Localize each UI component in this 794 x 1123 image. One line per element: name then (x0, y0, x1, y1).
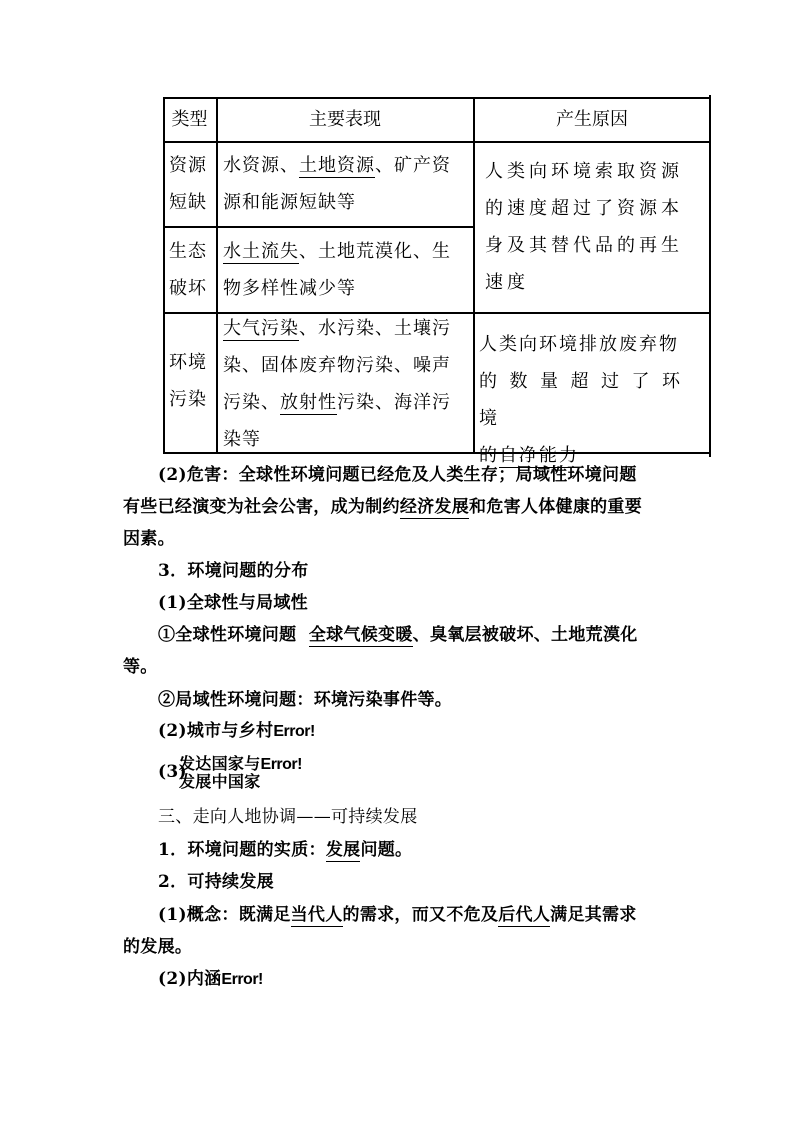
section3-1: (1)全球性与局域性 (158, 593, 308, 613)
row3-manifest-line3 (223, 384, 451, 421)
row3-manifestation (223, 310, 451, 458)
concept-text-b: 的需求，而又不危及 (342, 905, 499, 925)
row3-type-line1: 环境 (169, 352, 207, 373)
table-border-left (163, 97, 165, 453)
header-type: 类型 (171, 109, 208, 130)
concept-line2: 的发展。 (123, 937, 193, 957)
local-problems: ②局域性环境问题：环境污染事件等。 (158, 690, 453, 710)
table-divider-col2 (473, 97, 475, 453)
harm-line2 (123, 497, 642, 517)
underlined-radioactive: 放射性 (280, 392, 337, 413)
global-text-b: 、臭氧层被破坏、土地荒漠化 (412, 625, 638, 645)
urban-rural-label: (2)城市与乡村 (158, 721, 274, 741)
margin-dashed-line (709, 95, 711, 457)
table-divider-header (163, 141, 711, 143)
harm-line1: (2)危害：全球性环境问题已经危及人类生存；局域性环境问题 (158, 465, 637, 485)
underlined-land-resources: 土地资源 (299, 155, 375, 176)
developing-label: 发展中国家 (179, 772, 261, 791)
connotation (158, 969, 263, 990)
cause-pollution (479, 326, 711, 474)
row1-type (169, 147, 207, 221)
underlined-self-purification: 自净能力 (499, 445, 579, 466)
part3-title: 三、走向人地协调——可持续发展 (158, 807, 418, 827)
row3-type-line2: 污染 (169, 389, 207, 410)
global-text-a: ①全球性环境问题 (158, 625, 309, 645)
item-3-label: (3) (158, 762, 187, 782)
header-cause: 产生原因 (556, 109, 628, 130)
row2-text-a: 、土地荒漠化、生 (299, 241, 451, 262)
underlined-air-pollution: 大气污染 (223, 318, 299, 339)
row2-type-line2: 破坏 (169, 278, 207, 299)
row2-type-line1: 生态 (169, 241, 207, 262)
connotation-label: (2)内涵 (158, 969, 222, 989)
underlined-global-warming: 全球气候变暖 (308, 625, 413, 645)
row2-manifest-line2: 物多样性减少等 (223, 278, 356, 299)
cause-upper-line2: 的速度超过了资源本 (485, 198, 683, 219)
point1 (158, 840, 412, 860)
row3-text-a: 、水污染、土壤污 (299, 318, 451, 339)
developed-text: 发达国家与 (179, 754, 261, 773)
table-divider-col1 (216, 97, 218, 453)
harm-text-b: 和危害人体健康的重要 (469, 497, 643, 517)
concept-text-a: (1)概念：既满足 (158, 905, 291, 925)
concept-text-c: 满足其需求 (550, 905, 637, 925)
concept-line1 (158, 905, 637, 925)
row1-manifestation (223, 147, 451, 221)
row3-text-b: 污染、 (223, 392, 280, 413)
table-divider-row1 (163, 226, 474, 228)
error-placeholder: Error! (260, 756, 302, 773)
cause-upper-line1: 人类向环境索取资源 (485, 161, 683, 182)
underlined-soil-erosion: 水土流失 (223, 241, 299, 262)
row3-manifest-line2: 染、固体废弃物污染、噪声 (223, 355, 451, 376)
row1-manifest-line1 (223, 147, 451, 184)
environment-problems-table (163, 97, 711, 466)
row2-manifest-line1 (223, 233, 451, 270)
row1-type-line1: 资源 (169, 155, 207, 176)
global-problems-line2: 等。 (123, 657, 158, 677)
row3-type (169, 344, 207, 418)
row3-manifest-line1 (223, 310, 451, 347)
section3-title: 3．环境问题的分布 (158, 561, 309, 581)
global-problems-line1 (158, 625, 638, 645)
underlined-economic-development: 经济发展 (399, 497, 470, 517)
header-manifestation: 主要表现 (309, 109, 381, 130)
underlined-current-generation: 当代人 (290, 905, 343, 925)
cause-upper-line3: 身及其替代品的再生 (485, 235, 683, 256)
cause-resource-ecology (485, 153, 683, 301)
harm-line3: 因素。 (123, 529, 175, 549)
error-placeholder: Error! (221, 971, 263, 988)
cause-lower-text: 的 (479, 445, 499, 466)
urban-rural (158, 721, 315, 742)
row2-type (169, 233, 207, 307)
row3-text-c: 污染、海洋污 (337, 392, 451, 413)
underlined-future-generation: 后代人 (498, 905, 551, 925)
row1-text-a: 水资源、 (223, 155, 299, 176)
point1-text-b: 问题。 (360, 840, 413, 860)
harm-text-a: 有些已经演变为社会公害，成为制约 (123, 497, 400, 517)
row1-type-line2: 短缺 (169, 192, 207, 213)
cause-upper-line4: 速度 (485, 272, 529, 293)
cause-lower-line1: 人类向环境排放废弃物 (479, 334, 679, 355)
row2-manifestation (223, 233, 451, 307)
point2-title: 2．可持续发展 (158, 872, 274, 892)
cause-lower-line2: 的数量超过了环境 (479, 371, 693, 429)
row3-manifest-line4: 染等 (223, 429, 261, 450)
point1-text-a: 1．环境问题的实质： (158, 840, 326, 860)
row1-manifest-line2: 源和能源短缺等 (223, 192, 356, 213)
underlined-development: 发展 (325, 840, 361, 860)
error-placeholder: Error! (273, 723, 315, 740)
row1-text-b: 、矿产资 (375, 155, 451, 176)
